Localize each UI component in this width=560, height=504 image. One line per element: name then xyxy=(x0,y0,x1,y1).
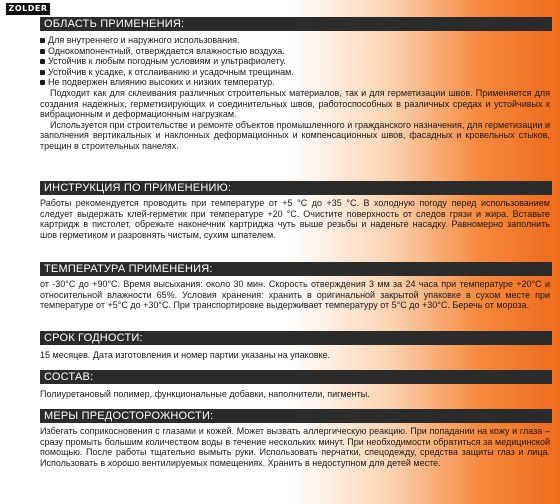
section-body-precautions: Избегать соприкосновения с глазами и кожей. Может вызвать аллергическую реакцию. При попадании на кожу и глаза – сразу промыть большим количеством воды в течение нескольких минут. При необходимости обратиться за медицинской помощью. После работы тщательно вымыть руки. Использовать перчатки, спецодежду, средства защиты глаз и лица. Использовать в хорошо вентилируемых помещениях. Хранить в недоступном для детей месте. xyxy=(40,426,550,468)
list-item: Однокомпонентный, отверждается влажностью воздуха. xyxy=(40,46,550,57)
area-paragraph-1: Подходит как для склеивания различных строительных материалов, так и для герметизации швов. Применяется для создания надежных, герметизирующих и соединительных швов, работоспособных в различных средах и устойчивых к вибрационным и деформационным нагрузкам. xyxy=(40,87,550,120)
section-body-shelf-life: 15 месяцев. Дата изготовления и номер партии указаны на упаковке. xyxy=(40,350,331,360)
section-body-instruction: Работы рекомендуется проводить при температуре от +5 °С до +35 °С. В холодную погоду перед использованием следует выдержать клей-герметик при температуре +20 °С. Очистите поверхность от следов грязи и жира. Вставьте картридж в пистолет, обрежьте наконечник картриджа чуть выше резьбы и наденьте насадку. Равномерно заполнить шов герметиком и разровнять чистым, сухим шпателем. xyxy=(40,198,550,240)
section-body-composition: Полиуретановый полимер, функциональные добавки, наполнители, пигменты. xyxy=(40,389,370,399)
list-item: Устойчив к любым погодным условиям и ультрафиолету. xyxy=(40,56,550,67)
section-header-temperature: ТЕМПЕРАТУРА ПРИМЕНЕНИЯ: xyxy=(40,262,552,276)
list-item: Не подвержен влиянию высоких и низких температур. xyxy=(40,77,550,88)
brand-logo: ZOLDER xyxy=(6,3,50,15)
area-paragraph-2: Используется при строительстве и ремонте объектов промышленного и гражданского назначения, для герметизации и заполнения вертикальных и наклонных деформационных и компенсационных швов, фасадных и кровельных стыков, трещин в строительных панелях. xyxy=(40,119,550,151)
list-item: Устойчив к усадке, к отслаиванию и усадочным трещинам. xyxy=(40,67,550,78)
area-bullet-list xyxy=(40,35,550,88)
section-header-instruction: ИНСТРУКЦИЯ ПО ПРИМЕНЕНИЮ: xyxy=(40,181,552,195)
list-item: Для внутреннего и наружного использования. xyxy=(40,35,550,46)
section-body-area xyxy=(40,35,550,152)
section-header-composition: СОСТАВ: xyxy=(40,370,552,384)
section-header-area: ОБЛАСТЬ ПРИМЕНЕНИЯ: xyxy=(40,17,552,31)
section-header-precautions: МЕРЫ ПРЕДОСТОРОЖНОСТИ: xyxy=(40,409,552,423)
section-header-shelf-life: СРОК ГОДНОСТИ: xyxy=(40,331,552,345)
section-body-temperature: от -30°С до +90°С. Время высыхания: около 30 мин. Скорость отверждения 3 мм за 24 часа при температуре +20°С и относительной влажности 65%. Условия хранения: хранить в оригинальной закрытой упаковке в сухом месте при температуре от +5°С до +30°С. При транспортировке выдерживает температуру от 5°С до +30°С. Беречь от мороза. xyxy=(40,279,550,311)
